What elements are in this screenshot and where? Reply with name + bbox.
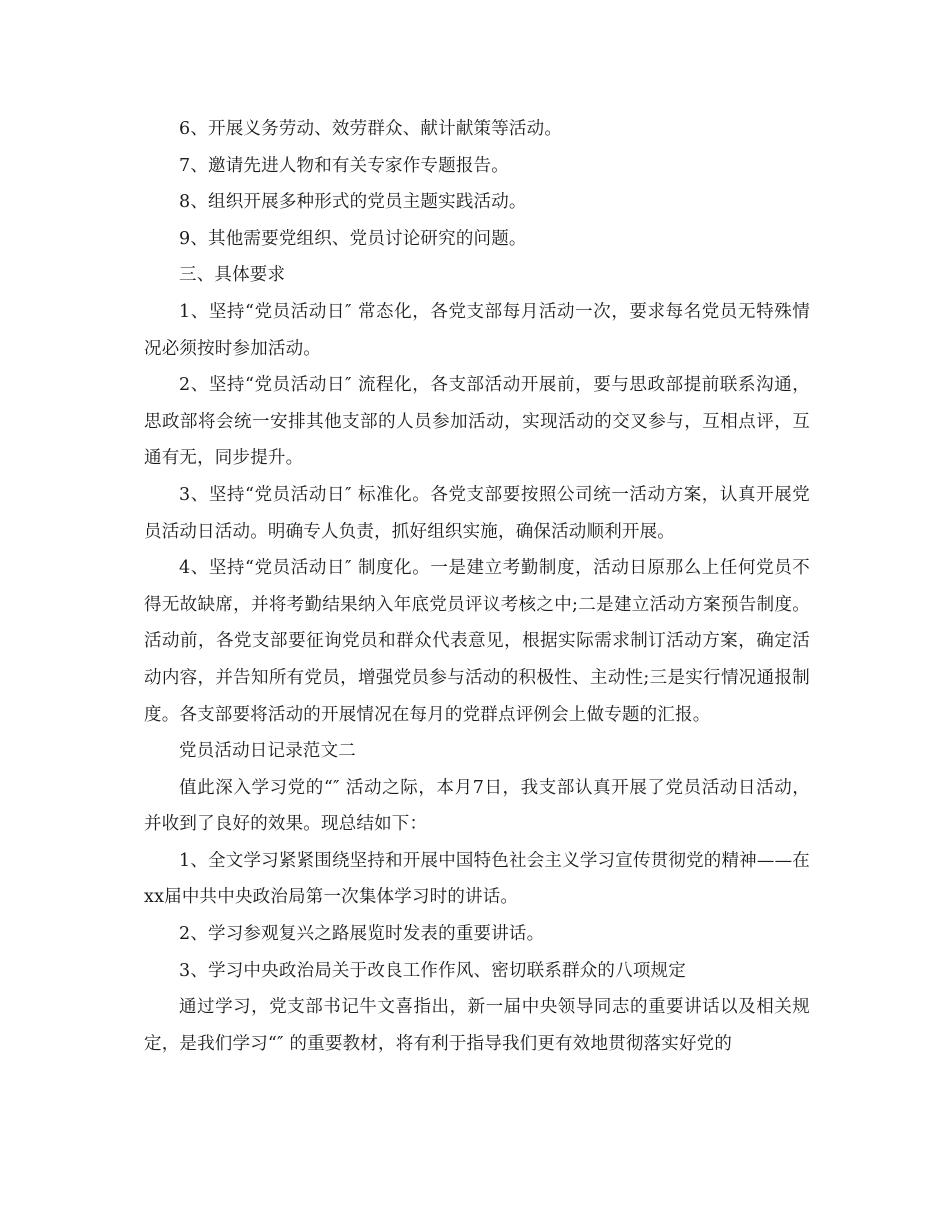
study-item-2: 2、学习参观复兴之路展览时发表的重要讲话。 bbox=[179, 924, 545, 945]
section-heading-requirements: 三、具体要求 bbox=[179, 265, 286, 286]
paragraph-item-7: 7、邀请先进人物和有关专家作专题报告。 bbox=[179, 155, 509, 176]
study-item-1: 1、全文学习紧紧围绕坚持和开展中国特色社会主义学习宣传贯彻党的精神——在xx届中共中央政治局第一次集体学习时的讲话。 bbox=[144, 850, 810, 908]
paragraph-item-8: 8、组织开展多种形式的党员主题实践活动。 bbox=[179, 192, 527, 213]
requirement-1: 1、坚持“党员活动日″ 常态化，各党支部每月活动一次，要求每名党员无特殊情况必须按时参加活动。 bbox=[144, 301, 810, 359]
document-page bbox=[144, 111, 810, 1062]
summary-paragraph: 通过学习，党支部书记牛文喜指出，新一届中央领导同志的重要讲话以及相关规定，是我们学习“″ 的重要教材，将有利于指导我们更有效地贯彻落实好党的 bbox=[144, 997, 810, 1054]
study-item-3: 3、学习中央政治局关于改良工作作风、密切联系群众的八项规定 bbox=[179, 960, 686, 981]
requirement-3: 3、坚持“党员活动日″ 标准化。各党支部要按照公司统一活动方案，认真开展党员活动日活动。明确专人负责，抓好组织实施，确保活动顺利开展。 bbox=[144, 484, 810, 542]
section-title-sample-two: 党员活动日记录范文二 bbox=[179, 741, 356, 762]
paragraph-item-9: 9、其他需要党组织、党员讨论研究的问题。 bbox=[179, 228, 527, 249]
requirement-2: 2、坚持“党员活动日″ 流程化，各支部活动开展前，要与思政部提前联系沟通，思政部将会统一安排其他支部的人员参加活动，实现活动的交叉参与，互相点评，互通有无，同步提升。 bbox=[144, 375, 810, 469]
paragraph-item-6: 6、开展义务劳动、效劳群众、献计献策等活动。 bbox=[179, 119, 563, 139]
requirement-4: 4、坚持“党员活动日″ 制度化。一是建立考勤制度，活动日原那么上任何党员不得无故缺席，并将考勤结果纳入年底党员评议考核之中;二是建立活动方案预告制度。活动前，各党支部要征询党员和群众代表意见，根据实际需求制订活动方案，确定活动内容，并告知所有党员，增强党员参与活动的积极性、主动性;三是实行情况通报制度。各支部要将活动的开展情况在每月的党群点评例会上做专题的汇报。 bbox=[144, 558, 810, 725]
intro-paragraph: 值此深入学习党的“″ 活动之际，本月7日，我支部认真开展了党员活动日活动，并收到了良好的效果。现总结如下： bbox=[144, 777, 810, 835]
